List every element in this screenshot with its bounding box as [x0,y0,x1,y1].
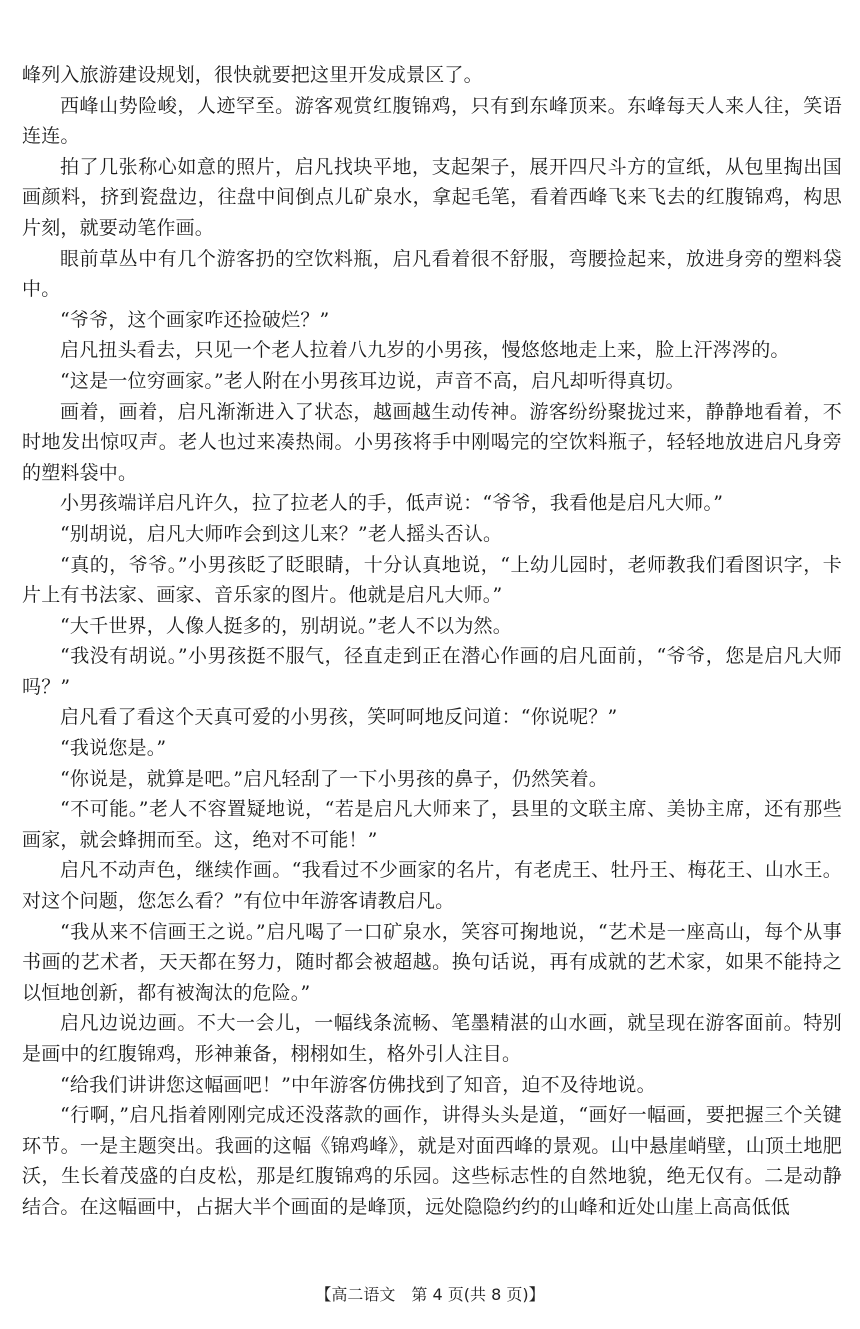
paragraph: “我说您是。” [60,737,167,760]
paragraph: 启凡不动声色，继续作画。“我看过不少画家的名片，有老虎王、牡丹王、梅花王、山水王。对这个问题，您怎么看？”有位中年游客请教启凡。 [22,859,842,913]
paragraph: 画着，画着，启凡渐渐进入了状态，越画越生动传神。游客纷纷聚拢过来，静静地看着，不时地发出惊叹声。老人也过来凑热闹。小男孩将手中刚喝完的空饮料瓶子，轻轻地放进启凡身旁的塑料袋中。 [22,400,842,484]
paragraph: “我没有胡说。”小男孩挺不服气，径直走到正在潜心作画的启凡面前，“爷爷，您是启凡大师吗？” [22,645,842,698]
paragraph: 启凡边说边画。不大一会儿，一幅线条流畅、笔墨精湛的山水画，就呈现在游客面前。特别是画中的红腹锦鸡，形神兼备，栩栩如生，格外引人注目。 [22,1012,842,1065]
paragraph: “我从来不信画王之说。”启凡喝了一口矿泉水，笑容可掬地说，“艺术是一座高山，每个从事书画的艺术者，天天都在努力，随时都会被超越。换句话说，再有成就的艺术家，如果不能持之以恒地创新，都有被淘汰的危险。” [22,920,842,1004]
paragraph: “别胡说，启凡大师咋会到这儿来？”老人摇头否认。 [60,522,503,545]
paragraph: 小男孩端详启凡许久，拉了拉老人的手，低声说：“爷爷，我看他是启凡大师。” [60,492,724,515]
passage-body [22,60,842,1223]
paragraph: 眼前草丛中有几个游客扔的空饮料瓶，启凡看着很不舒服，弯腰捡起来，放进身旁的塑料袋中。 [22,247,842,301]
paragraph: “真的，爷爷。”小男孩眨了眨眼睛，十分认真地说，“上幼儿园时，老师教我们看图识字，卡片上有书法家、画家、音乐家的图片。他就是启凡大师。” [22,553,842,607]
paragraph: 启凡扭头看去，只见一个老人拉着八九岁的小男孩，慢悠悠地走上来，脸上汗涔涔的。 [60,339,790,362]
paragraph: “不可能。”老人不容置疑地说，“若是启凡大师来了，县里的文联主席、美协主席，还有那些画家，就会蜂拥而至。这，绝对不可能！” [22,798,842,851]
paragraph: “爷爷，这个画家咋还捡破烂？” [60,308,330,331]
paragraph: “给我们讲讲您这幅画吧！”中年游客仿佛找到了知音，迫不及待地说。 [60,1073,656,1096]
page-footer: 【高二语文 第 4 页(共 8 页)】 [315,1285,545,1304]
paragraph: 启凡看了看这个天真可爱的小男孩，笑呵呵地反问道：“你说呢？” [60,706,618,729]
paragraph: “行啊，”启凡指着刚刚完成还没落款的画作，讲得头头是道，“画好一幅画，要把握三个关键环节。一是主题突出。我画的这幅《锦鸡峰》，就是对面西峰的景观。山中悬崖峭壁，山顶土地肥沃，生长着茂盛的白皮松，那是红腹锦鸡的乐园。这些标志性的自然地貌，绝无仅有。二是动静结合。在这幅画中，占据大半个画面的是峰顶，远处隐隐约约的山峰和近处山崖上高高低低 [22,1104,842,1218]
paragraph: 拍了几张称心如意的照片，启凡找块平地，支起架子，展开四尺斗方的宣纸，从包里掏出国画颜料，挤到瓷盘边，往盘中间倒点儿矿泉水，拿起毛笔，看着西峰飞来飞去的红腹锦鸡，构思片刻，就要动笔作画。 [22,155,842,239]
paragraph: 峰列入旅游建设规划，很快就要把这里开发成景区了。 [22,64,483,86]
paragraph: 西峰山势险峻，人迹罕至。游客观赏红腹锦鸡，只有到东峰顶来。东峰每天人来人往，笑语连连。 [22,94,842,148]
paragraph: “大千世界，人像人挺多的，别胡说。”老人不以为然。 [60,614,512,637]
paragraph: “这是一位穷画家。”老人附在小男孩耳边说，声音不高，启凡却听得真切。 [60,369,685,392]
paragraph: “你说是，就算是吧。”启凡轻刮了一下小男孩的鼻子，仍然笑着。 [60,767,608,790]
